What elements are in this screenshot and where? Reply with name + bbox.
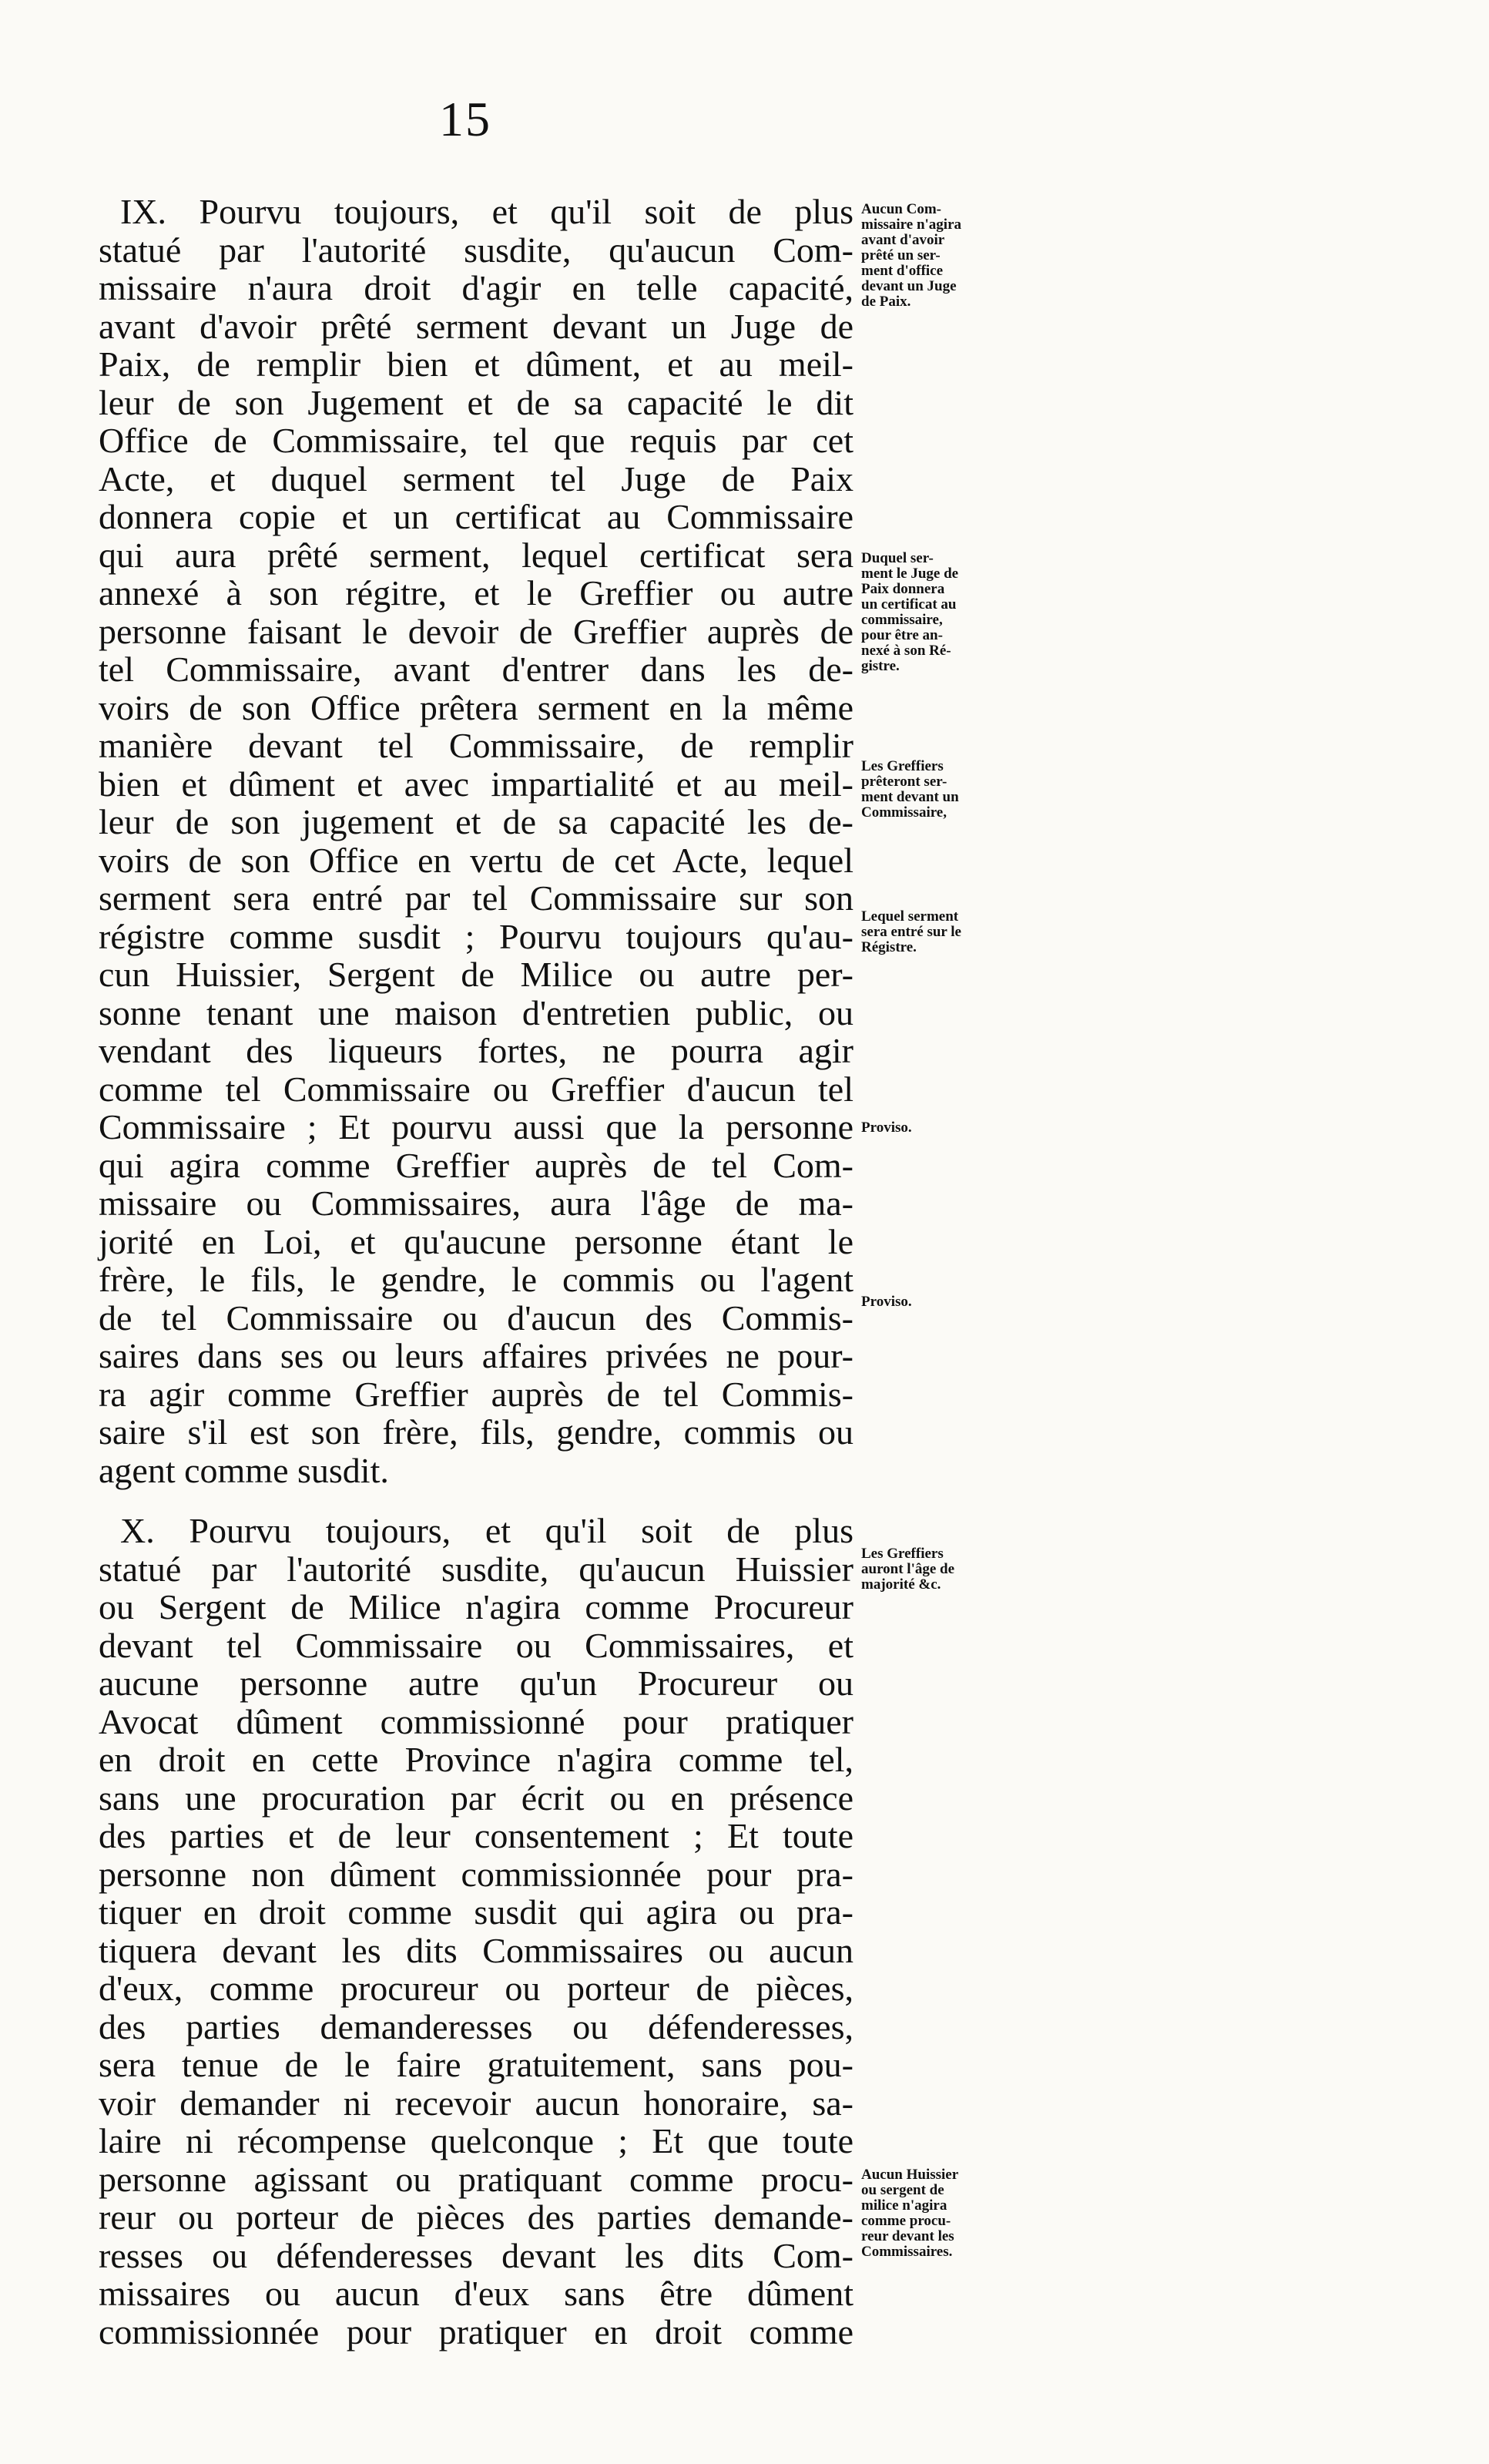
text-line: régistre comme susdit ; Pourvu toujours qu'au- <box>99 916 853 956</box>
text-line: agent comme susdit. <box>99 1450 389 1490</box>
margin-note-line: pour être an- <box>861 627 943 643</box>
text-line: missaire ou Commissaires, aura l'âge de ma- <box>99 1183 853 1223</box>
text-line: statué par l'autorité susdite, qu'aucun Com- <box>99 230 853 270</box>
text-line: missaires ou aucun d'eux sans être dûment <box>99 2274 853 2313</box>
section-x-text <box>99 1512 853 2351</box>
margin-note-line: un certificat au <box>861 596 957 613</box>
text-line: saire s'il est son frère, fils, gendre, commis ou <box>99 1412 853 1452</box>
text-line: frère, le fils, le gendre, le commis ou l'agent <box>99 1260 853 1299</box>
margin-note-line: ou sergent de <box>861 2182 944 2198</box>
text-line: de tel Commissaire ou d'aucun des Commis- <box>99 1297 853 1338</box>
text-line: tiquera devant les dits Commissaires ou aucun <box>99 1930 853 1970</box>
margin-note-line: Aucun Huissier <box>861 2167 959 2183</box>
text-line: bien et dûment et avec impartialité et au meil- <box>99 764 853 804</box>
margin-note-line: Régistre. <box>861 939 917 955</box>
text-line: qui agira comme Greffier auprès de tel Com- <box>99 1145 853 1185</box>
margin-note-line: ment d'office <box>861 263 944 279</box>
margin-note-line: Aucun Com- <box>861 201 941 217</box>
margin-note-line: auront l'âge de <box>861 1561 955 1577</box>
page-number: 15 <box>439 92 491 146</box>
margin-note-line: comme procu- <box>861 2213 951 2229</box>
margin-note <box>861 202 1015 310</box>
margin-note-line: prêteront ser- <box>861 774 947 790</box>
text-line: personne faisant le devoir de Greffier auprès de <box>99 611 853 651</box>
margin-note-line: avant d'avoir <box>861 232 945 248</box>
text-line: donnera copie et un certificat au Commissaire <box>99 497 853 536</box>
text-line: sonne tenant une maison d'entretien public, ou <box>99 992 853 1032</box>
text-line: ra agir comme Greffier auprès de tel Commis- <box>99 1374 853 1414</box>
margin-note-line: Proviso. <box>861 1120 912 1136</box>
text-line: sans une procuration par écrit ou en présence <box>99 1778 853 1818</box>
margin-note <box>861 759 1015 821</box>
text-line: laire ni récompense quelconque ; Et que toute <box>99 2121 853 2160</box>
text-line: leur de son jugement et de sa capacité les de- <box>99 802 853 841</box>
margin-note-line: ment le Juge de <box>861 566 959 582</box>
margin-note-line: Paix donnera <box>861 581 945 597</box>
text-line: personne agissant ou pratiquant comme procu- <box>99 2159 853 2199</box>
margin-note-line: nexé à son Ré- <box>861 643 951 659</box>
text-line: Avocat dûment commissionné pour pratiquer <box>99 1701 853 1741</box>
text-line: en droit en cette Province n'agira comme tel, <box>99 1740 853 1779</box>
text-line: statué par l'autorité susdite, qu'aucun Huissier <box>99 1549 853 1589</box>
text-line: tiquer en droit comme susdit qui agira ou pra- <box>99 1892 853 1932</box>
margin-note-line: gistre. <box>861 658 900 674</box>
text-line: aucune personne autre qu'un Procureur ou <box>99 1663 853 1703</box>
margin-note-line: Proviso. <box>861 1294 912 1310</box>
margin-note-line: Les Greffiers <box>861 1546 944 1562</box>
text-line: avant d'avoir prêté serment devant un Juge de <box>99 306 853 346</box>
text-line: annexé à son régitre, et le Greffier ou autre <box>99 573 853 613</box>
text-line: d'eux, comme procureur ou porteur de pièces, <box>99 1969 853 2008</box>
text-line: Office de Commissaire, tel que requis par cet <box>99 421 853 460</box>
margin-note-line: majorité &c. <box>861 1576 941 1593</box>
text-line: cun Huissier, Sergent de Milice ou autre per- <box>99 955 853 994</box>
text-line: des parties et de leur consentement ; Et toute <box>99 1816 853 1855</box>
margin-note <box>861 909 1015 955</box>
margin-note-line: sera entré sur le <box>861 924 961 940</box>
text-line: Acte, et duquel serment tel Juge de Paix <box>99 458 853 499</box>
text-line: commissionnée pour pratiquer en droit comme <box>99 2311 853 2352</box>
text-line: des parties demanderesses ou défenderesses, <box>99 2006 853 2046</box>
text-line: X. Pourvu toujours, et qu'il soit de plus <box>120 1511 853 1550</box>
margin-note-line: Lequel serment <box>861 908 959 925</box>
text-line: resses ou défenderesses devant les dits Com- <box>99 2235 853 2275</box>
text-line: qui aura prêté serment, lequel certificat sera <box>99 535 853 575</box>
text-line: saires dans ses ou leurs affaires privées ne pour- <box>99 1336 853 1375</box>
text-line: voirs de son Office en vertu de cet Acte, lequel <box>99 840 853 880</box>
text-line: leur de son Jugement et de sa capacité le dit <box>99 382 853 422</box>
text-line: ou Sergent de Milice n'agira comme Procureur <box>99 1587 853 1626</box>
margin-note-line: milice n'agira <box>861 2197 947 2214</box>
text-line: jorité en Loi, et qu'aucune personne étant le <box>99 1221 853 1261</box>
text-line: voirs de son Office prêtera serment en la même <box>99 687 853 727</box>
text-line: sera tenue de le faire gratuitement, sans pou- <box>99 2045 853 2084</box>
text-line: reur ou porteur de pièces des parties demande- <box>99 2197 853 2237</box>
text-line: serment sera entré par tel Commissaire sur son <box>99 878 853 918</box>
margin-note-line: Duquel ser- <box>861 550 934 566</box>
margin-note-line: missaire n'agira <box>861 217 962 233</box>
margin-note-line: Commissaires. <box>861 2244 953 2260</box>
text-line: devant tel Commissaire ou Commissaires, et <box>99 1625 853 1665</box>
text-line: comme tel Commissaire ou Greffier d'aucun tel <box>99 1069 853 1109</box>
text-line: voir demander ni recevoir aucun honoraire, sa- <box>99 2083 853 2123</box>
margin-note-line: ment devant un <box>861 789 959 805</box>
text-line: personne non dûment commissionnée pour pra- <box>99 1854 853 1894</box>
margin-note <box>861 1546 1015 1593</box>
margin-note <box>861 1120 1015 1136</box>
text-line: Paix, de remplir bien et dûment, et au meil- <box>99 344 853 384</box>
text-line: missaire n'aura droit d'agir en telle capacité, <box>99 268 853 307</box>
margin-note-line: commissaire, <box>861 612 943 628</box>
margin-note <box>861 2167 1015 2260</box>
text-line: manière devant tel Commissaire, de remplir <box>99 726 853 765</box>
margin-note-line: Commissaire, <box>861 804 947 821</box>
margin-note-line: Les Greffiers <box>861 758 944 774</box>
margin-note-line: reur devant les <box>861 2228 954 2244</box>
margin-note-line: de Paix. <box>861 294 911 310</box>
margin-note <box>861 551 1015 674</box>
section-ix-text <box>99 193 853 1489</box>
margin-note-line: prêté un ser- <box>861 247 941 264</box>
margin-note-line: devant un Juge <box>861 278 957 294</box>
margin-note <box>861 1294 1015 1310</box>
text-line: Commissaire ; Et pourvu aussi que la personne <box>99 1107 853 1146</box>
text-line: IX. Pourvu toujours, et qu'il soit de plus <box>120 192 853 231</box>
text-line: tel Commissaire, avant d'entrer dans les de- <box>99 650 853 689</box>
text-line: vendant des liqueurs fortes, ne pourra agir <box>99 1031 853 1070</box>
